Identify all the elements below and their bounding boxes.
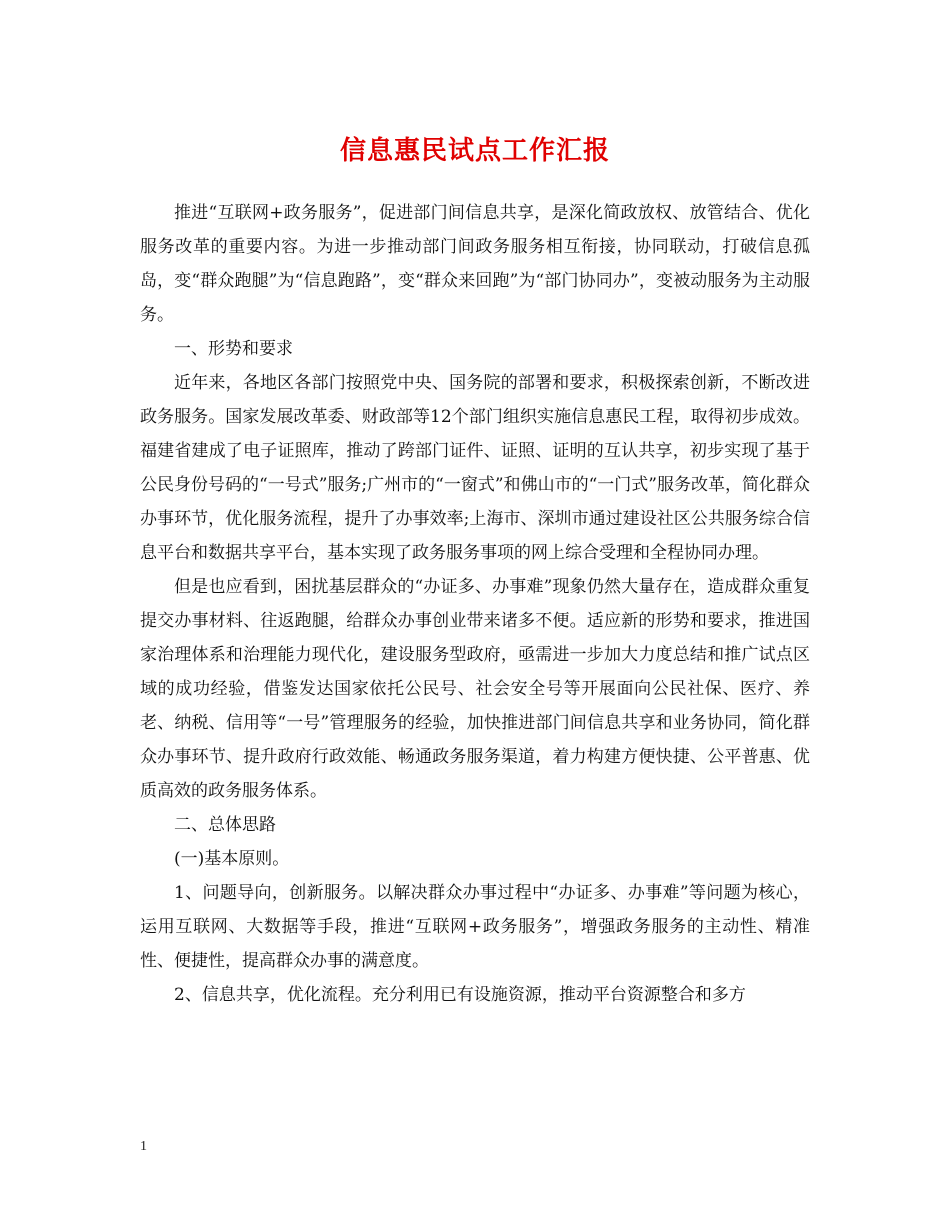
paragraph-recent-years: 近年来，各地区各部门按照党中央、国务院的部署和要求，积极探索创新，不断改进政务服务。国家发展改革委、财政部等12个部门组织实施信息惠民工程，取得初步成效。福建省建成了电子证照库，推动了跨部门证件、证照、证明的互认共享，初步实现了基于公民身份号码的“一号式”服务;广州市的“一窗式”和佛山市的“一门式”服务改革，简化群众办事环节，优化服务流程，提升了办事效率;上海市、深圳市通过建设社区公共服务综合信息平台和数据共享平台，基本实现了政务服务事项的网上综合受理和全程协同办理。 [140,373,810,563]
section-heading-situation: 一、形势和要求 [174,339,293,359]
document-title: 信息惠民试点工作汇报 [339,136,610,166]
section-heading-overall: 二、总体思路 [174,815,276,835]
paragraph-intro: 推进“互联网+政务服务”，促进部门间信息共享，是深化简政放权、放管结合、优化服务改革的重要内容。为进一步推动部门间政务服务相互衔接，协同联动，打破信息孤岛，变“群众跑腿”为“信息跑路”，变“群众来回跑”为“部门协同办”，变被动服务为主动服务。 [140,203,810,325]
document-body [140,196,810,1012]
subsection-heading-principles: (一)基本原则。 [174,849,290,869]
paragraph-principle-2: 2、信息共享，优化流程。充分利用已有设施资源，推动平台资源整合和多方 [174,985,746,1005]
paragraph-principle-1: 1、问题导向，创新服务。以解决群众办事过程中“办证多、办事难”等问题为核心，运用互联网、大数据等手段，推进“互联网+政务服务”，增强政务服务的主动性、精准性、便捷性，提高群众办事的满意度。 [140,883,810,971]
paragraph-problems: 但是也应看到，困扰基层群众的“办证多、办事难”现象仍然大量存在，造成群众重复提交办事材料、往返跑腿，给群众办事创业带来诸多不便。适应新的形势和要求，推进国家治理体系和治理能力现代化，建设服务型政府，亟需进一步加大力度总结和推广试点区域的成功经验，借鉴发达国家依托公民号、社会安全号等开展面向公民社保、医疗、养老、纳税、信用等“一号”管理服务的经验，加快推进部门间信息共享和业务协同，简化群众办事环节、提升政府行政效能、畅通政务服务渠道，着力构建方便快捷、公平普惠、优质高效的政务服务体系。 [140,577,810,801]
page-number: 1 [140,1139,147,1154]
